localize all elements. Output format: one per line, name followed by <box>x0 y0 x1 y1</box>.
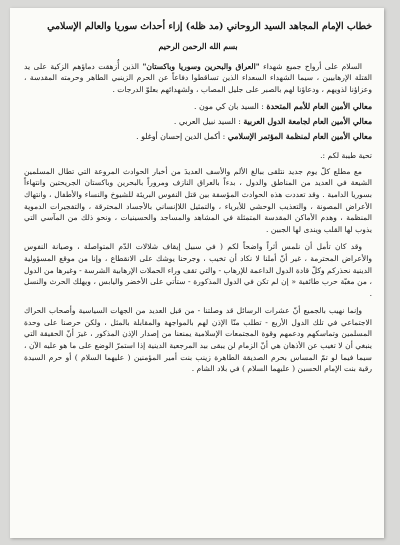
body-paragraph-1: مع مطلع كلّ يوم جديد نتلقى ببالغ الألم والأسف العديدَ من أخبار الحوادث المروعة التي تطال المسلمين الشيعة في العديد من المناطق والدول ، بدءاً بالعراق النازف ومروراً بالبحرين وباكستان الجريحتين وانتهاءاً بسوريا الدامية . وقد تعددت هذه الحوادث المؤسفة بين قتل النفوس البريئة للشيوخ والنساء والأطفال ، وانتهاك الأعراض المصونة ، والتعذيب الوحشي للأبرياء ، والتمثيل اللاإنساني بالأجساد المحترقة ، والتفجيرات الدموية المنظمة ، وهدم الأماكن المقدسة المتمثلة في المشاهد والمساجد والحسينيات ، ونحو ذلك من المآسي التي يذوب لها القلب ويندى لها الجبين . <box>24 166 372 234</box>
document-page <box>10 8 384 538</box>
addressee-oic <box>24 131 372 143</box>
addressee-role: معالي الأمين العام للأمم المتحدة <box>266 102 372 112</box>
addressee-role: معالي الأمين العام لمنظمة المؤتمر الإسلامي <box>227 131 372 141</box>
addressee-name: : السيد نبيل العربي . <box>173 116 241 126</box>
body-paragraph-3: وإنما نهيب بالجميع أنّ عشرات الرسائل قد وصلتنا - من قبل العديد من الجهات السياسية وأصحاب الحراك الاجتماعي في تلك الدول الأربع - تطلب منّا الإذن لهم بالمواجهة والمقابلة بالمثل ، ولكن حرصنا على وحدة المسلمين وتماسكهم ودعمهم وقوة المجتمعات الإسلامية يمنعنا من إصدار الإذن المذكور ، غيرَ أنّ الحقيقة التي ينبغي أن لا تغيب عن الأذهان هي أنّ الزمام لن يبقى بيد المرجعية الدينية إذا استمرّ الوضع على ما هو عليه الآن ، سيما فيما لو تمّ المساس بحرم الصديقة الطاهرة زينب بنت أمير المؤمنين ( عليهما السلام ) أو حرم السيدة رقية بنت الإمام الحسين ( عليهما السلام ) في بلاد الشام . <box>24 306 372 374</box>
basmala: بسم الله الرحمن الرحيم <box>158 42 238 51</box>
body-paragraph-2: وقد كان تأمل أن نلمس أثراً واضحاً لكم ( في سبيل إيقاف شلالات الدّم المتواصلة ، وصيانة النفوس والأعراض المحترمة ، غير أنّ أملنا لا نكاد أن تخيب ، وجرحنا يوشك على الانقطاع ، وإنا من موقع المسؤولية الدينية نحذركم وكلّ قادة الدول الداعمة للإرهاب - والتي تقف وراء الحملات الإرهابية الشرسة - وغيرها من الدول ، من مغبّة حرب طائفية « إن لم تكن في الدول المذكورة - ستأتي على الأخضر واليابس ، ويهلك الحرث والنسل . <box>24 242 372 298</box>
addressee-role: معالي الأمين العام لجامعة الدول العربية <box>243 116 372 126</box>
addressee-arab-league <box>24 116 372 128</box>
intro-text-end: الذين أُزهقت دماؤهم الزكية على يد القتلة الإرهابيين ، سيما الشهداء السعداء الذين تساقطوا دفاعاً عن الحرم الزينبي الطاهر وحرمته المقدسة ، وعزاؤنا لذويهم ، ودعاؤنا لهم بالصبر على جليل المصاب ، ولشهدائهم بعلوّ الدرجات . <box>24 61 372 94</box>
intro-countries: "العراق والبحرين وسوريا وباكستان" <box>142 61 260 71</box>
intro-paragraph <box>24 61 372 96</box>
page-title: خطاب الإمام المجاهد السيد الروحاني (مد ظله) إزاء أحداث سوريا والعالم الإسلامي <box>47 21 372 32</box>
letter-body <box>10 8 384 375</box>
addressee-list <box>24 101 372 142</box>
intro-text-start: السلام على أرواح جميع شهداء <box>259 61 363 71</box>
greeting: تحية طيبة لكم :. <box>320 151 372 161</box>
addressee-un <box>24 101 372 113</box>
addressee-name: : أكمل الدين إحسان أوغلو . <box>136 131 226 141</box>
addressee-name: : السيد بان كي مون . <box>194 102 264 112</box>
